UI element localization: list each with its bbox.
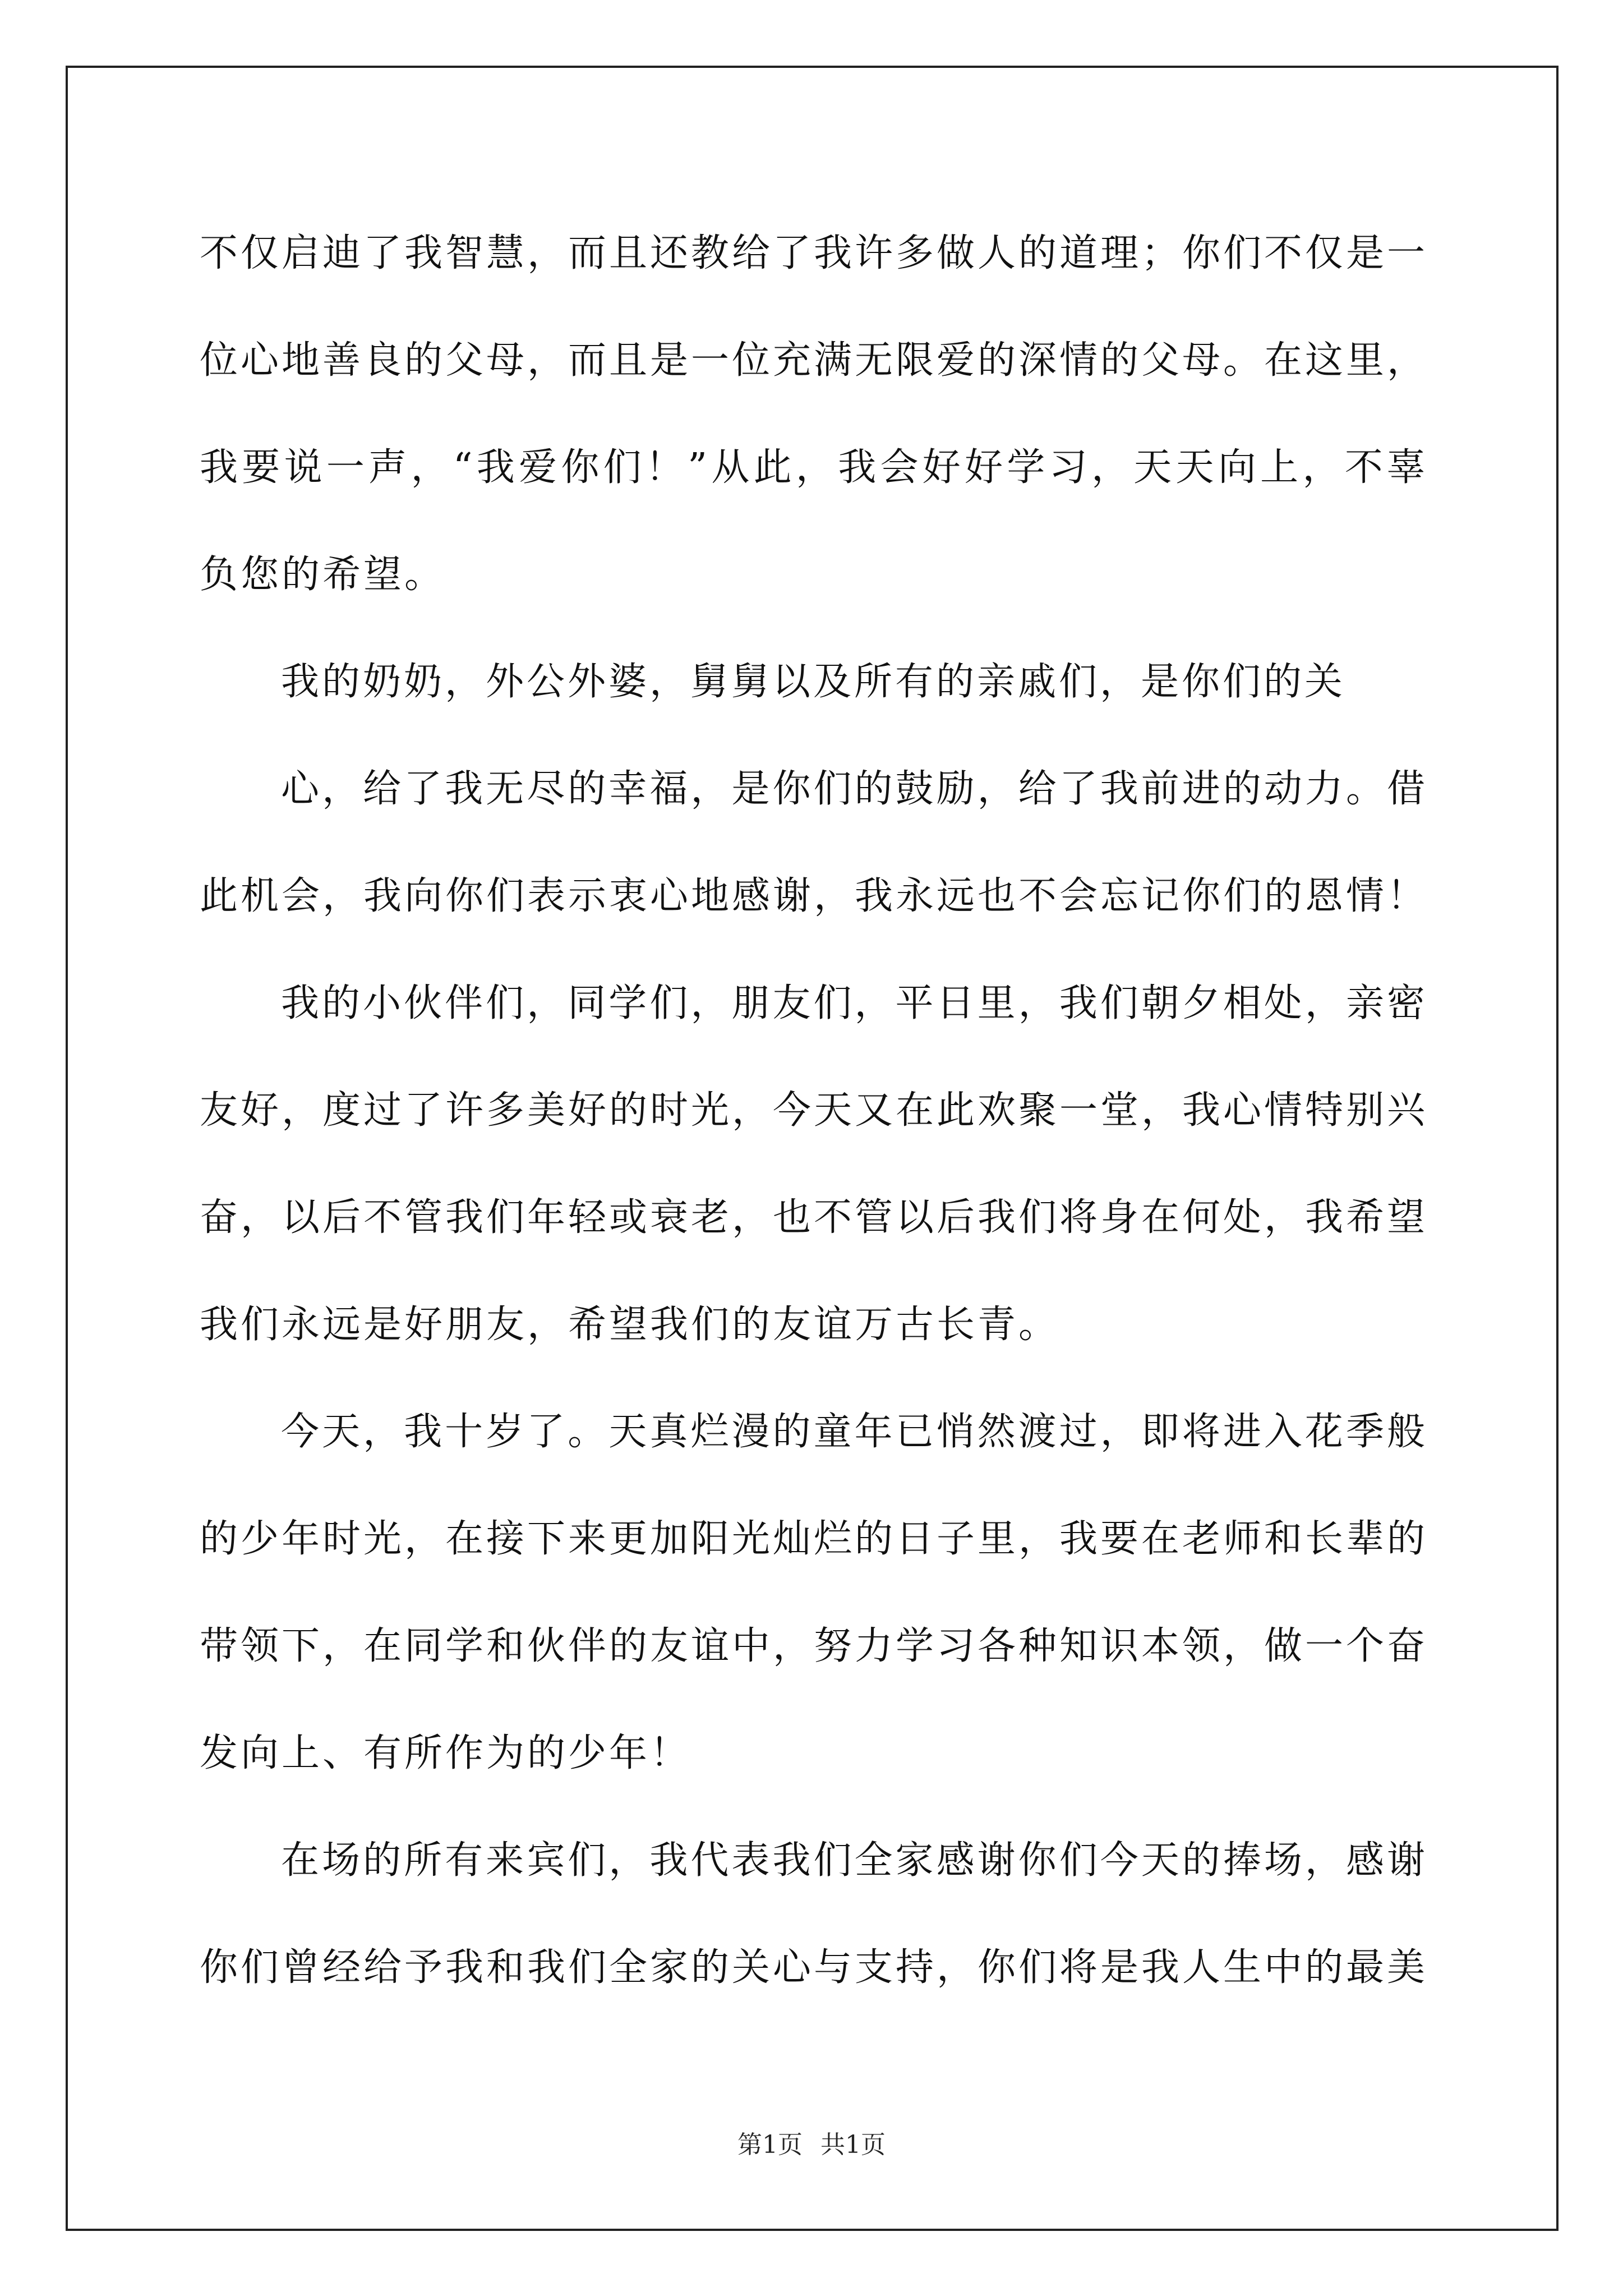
page-total: 共1页 bbox=[820, 2131, 886, 2159]
text-line: 奋，以后不管我们年轻或衰老，也不管以后我们将身在何处，我希望 bbox=[200, 1195, 1428, 1240]
text-line: 我们永远是好朋友，希望我们的友谊万古长青。 bbox=[200, 1303, 1060, 1347]
text-line: 我要说一声，“我爱你们！”从此，我会好好学习，天天向上，不辜 bbox=[200, 445, 1428, 490]
text-line: 不仅启迪了我智慧，而且还教给了我许多做人的道理；你们不仅是一 bbox=[200, 231, 1428, 275]
text-line: 心，给了我无尽的幸福，是你们的鼓励，给了我前进的动力。借 bbox=[281, 767, 1428, 811]
text-line: 友好，度过了许多美好的时光，今天又在此欢聚一堂，我心情特别兴 bbox=[200, 1088, 1428, 1133]
text-line: 位心地善良的父母，而且是一位充满无限爱的深情的父母。在这里， bbox=[200, 338, 1428, 383]
text-line: 我的奶奶，外公外婆，舅舅以及所有的亲戚们，是你们的关 bbox=[281, 660, 1346, 704]
text-line: 发向上、有所作为的少年！ bbox=[200, 1731, 691, 1775]
page-footer bbox=[0, 2128, 1623, 2162]
text-line: 在场的所有来宾们，我代表我们全家感谢你们今天的捧场，感谢 bbox=[281, 1838, 1428, 1883]
text-line: 负您的希望。 bbox=[200, 553, 446, 597]
text-line: 此机会，我向你们表示衷心地感谢，我永远也不会忘记你们的恩情！ bbox=[200, 874, 1428, 918]
page-number: 第1页 bbox=[737, 2131, 803, 2159]
text-line: 今天，我十岁了。天真烂漫的童年已悄然渡过，即将进入花季般 bbox=[281, 1410, 1428, 1454]
text-line: 的少年时光，在接下来更加阳光灿烂的日子里，我要在老师和长辈的 bbox=[200, 1517, 1428, 1561]
text-line: 我的小伙伴们，同学们，朋友们，平日里，我们朝夕相处，亲密 bbox=[281, 981, 1428, 1025]
text-line: 带领下，在同学和伙伴的友谊中，努力学习各种知识本领，做一个奋 bbox=[200, 1624, 1428, 1668]
text-line: 你们曾经给予我和我们全家的关心与支持，你们将是我人生中的最美 bbox=[200, 1945, 1428, 1990]
page-border bbox=[66, 66, 1559, 2231]
